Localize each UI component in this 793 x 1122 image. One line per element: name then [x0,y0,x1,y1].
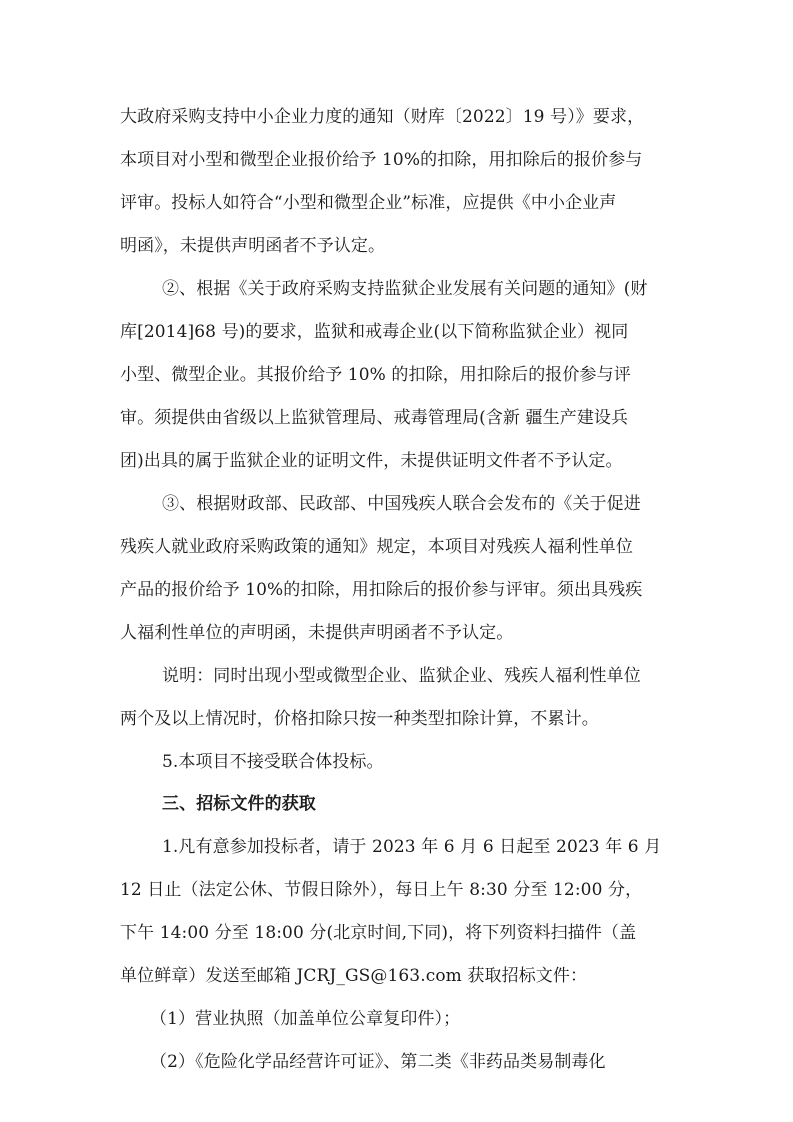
paragraph-line: 本项目对小型和微型企业报价给予 10%的扣除，用扣除后的报价参与 [120,150,643,170]
paragraph-line: 团)出具的属于监狱企业的证明文件，未提供证明文件者不予认定。 [120,451,623,471]
paragraph-line: 明函》，未提供声明函者不予认定。 [120,236,386,256]
paragraph-line: 12 日止（法定公休、节假日除外），每日上午 8:30 分至 12:00 分， [120,880,643,900]
paragraph-line: 大政府采购支持中小企业力度的通知（财库〔2022〕19 号）》要求， [120,107,645,127]
paragraph-line: 下午 14:00 分至 18:00 分(北京时间,下同)，将下列资料扫描件（盖 [120,923,637,943]
paragraph-line: 人福利性单位的声明函，未提供声明函者不予认定。 [120,623,514,643]
paragraph-line: 产品的报价给予 10%的扣除，用扣除后的报价参与评审。须出具残疾 [120,580,643,600]
list-item: （1）营业执照（加盖单位公章复印件）； [150,1009,461,1029]
section-heading: 三、招标文件的获取 [162,794,316,814]
paragraph-line: 小型、微型企业。其报价给予 10% 的扣除，用扣除后的报价参与评 [120,365,631,385]
list-item: （2）《危险化学品经营许可证》、第二类《非药品类易制毒化 [150,1052,606,1072]
paragraph-line: 评审。投标人如符合“小型和微型企业”标准，应提供《中小企业声 [120,193,617,213]
paragraph-line: 两个及以上情况时，价格扣除只按一种类型扣除计算，不累计。 [120,709,599,729]
paragraph-line: 单位鲜章）发送至邮箱 JCRJ_GS@163.com 获取招标文件： [120,966,588,986]
paragraph-line: 1.凡有意参加投标者，请于 2023 年 6 月 6 日起至 2023 年 6 月 [162,837,662,857]
paragraph-line: 残疾人就业政府采购政策的通知》规定，本项目对残疾人福利性单位 [120,537,633,557]
paragraph-line: 说明：同时出现小型或微型企业、监狱企业、残疾人福利性单位 [162,666,641,686]
paragraph-line: 库[2014]68 号)的要求，监狱和戒毒企业(以下简称监狱企业）视同 [120,322,629,342]
paragraph-line: ②、根据《关于政府采购支持监狱企业发展有关问题的通知》(财 [162,279,648,299]
paragraph-line: ③、根据财政部、民政部、中国残疾人联合会发布的《关于促进 [162,494,641,514]
paragraph-line: 审。须提供由省级以上监狱管理局、戒毒管理局(含新 疆生产建设兵 [120,408,629,428]
paragraph-line: 5.本项目不接受联合体投标。 [162,752,384,772]
